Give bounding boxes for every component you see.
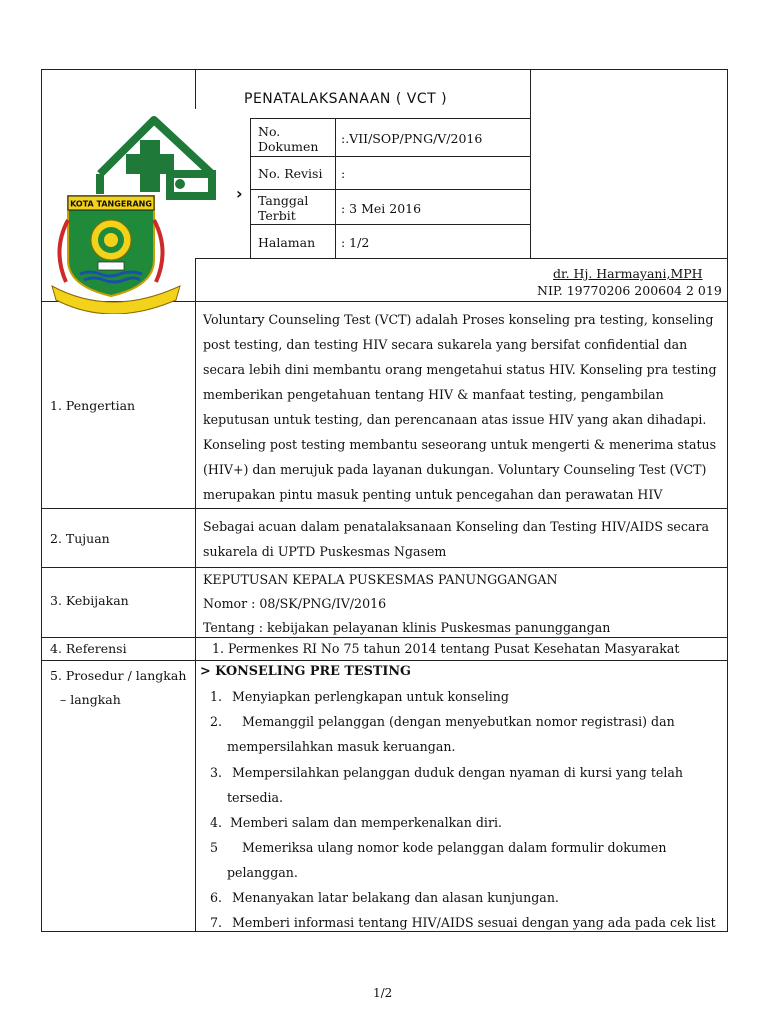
kebijakan-text (203, 568, 719, 640)
document-title: PENATALAKSANAAN ( VCT ) (244, 91, 448, 107)
item-number: 4. (210, 815, 223, 830)
emblem-text: KOTA TANGERANG (70, 199, 152, 209)
item-number: 1. (210, 689, 223, 704)
item-line: tersedia. (227, 790, 284, 805)
label-referensi: 4. Referensi (50, 641, 127, 656)
kebijakan-line: KEPUTUSAN KEPALA PUSKESMAS PANUNGGANGAN (203, 572, 558, 587)
pengertian-line: secara lebih dini membantu orang mengetahui status HIV. Konseling pra testing (203, 362, 717, 377)
item-line: Memeriksa ulang nomor kode pelanggan dalam formulir dokumen (242, 840, 667, 855)
prosedur-item (210, 910, 720, 935)
item-line: Memberi salam dan memperkenalkan diri. (230, 815, 502, 830)
meta-label-dokumen: No. Dokumen (258, 124, 319, 154)
item-line: pelanggan. (227, 865, 298, 880)
item-line: mempersilahkan masuk keruangan. (227, 739, 456, 754)
prosedur-label-line: – langkah (60, 692, 121, 707)
pengertian-line: Konseling post testing membantu seseorang untuk mengerti & menerima status (203, 437, 717, 452)
meta-label-revisi: No. Revisi (258, 166, 323, 181)
tujuan-line: sukarela di UPTD Puskesmas Ngasem (203, 544, 447, 559)
meta-value-dokumen: :.VII/SOP/PNG/V/2016 (341, 131, 483, 146)
item-line: Mempersilahkan pelanggan duduk dengan nyaman di kursi yang telah (232, 765, 684, 780)
label-pengertian: 1. Pengertian (50, 398, 136, 413)
prosedur-label-line: 5. Prosedur / langkah (50, 668, 187, 683)
prosedur-heading: > KONSELING PRE TESTING (200, 664, 411, 679)
arrow-mark: › (236, 184, 243, 203)
meta-label-tanggal: Tanggal Terbit (258, 193, 309, 223)
item-line: Menanyakan latar belakang dan alasan kunjungan. (232, 890, 559, 905)
item-line: Memanggil pelanggan (dengan menyebutkan nomor registrasi) dan (242, 714, 675, 729)
pengertian-line: (HIV+) dan merujuk pada layanan dukungan. Voluntary Counseling Test (VCT) (203, 462, 707, 477)
tujuan-text (203, 514, 719, 564)
prosedur-item (210, 885, 720, 910)
pengertian-text (203, 307, 719, 507)
item-line: Memberi informasi tentang HIV/AIDS sesuai dengan yang ada pada cek list (232, 915, 716, 930)
city-emblem (46, 190, 186, 314)
kebijakan-line: Nomor : 08/SK/PNG/IV/2016 (203, 596, 387, 611)
label-tujuan: 2. Tujuan (50, 531, 110, 546)
prosedur-item (210, 835, 720, 885)
meta-value-tanggal: : 3 Mei 2016 (341, 201, 422, 216)
item-number: 2. (210, 714, 223, 729)
pengertian-line: post testing, dan testing HIV secara sukarela yang bersifat confidential dan (203, 337, 688, 352)
prosedur-item (210, 760, 720, 810)
item-number: 3. (210, 765, 223, 780)
pengertian-line: merupakan pintu masuk penting untuk pencegahan dan perawatan HIV (203, 487, 663, 502)
meta-label-halaman: Halaman (258, 235, 316, 250)
meta-value-revisi: : (341, 166, 346, 181)
referensi-text: 1. Permenkes RI No 75 tahun 2014 tentang Pusat Kesehatan Masyarakat (212, 641, 680, 656)
signer-nip: NIP. 19770206 200604 2 019 (537, 283, 722, 298)
pengertian-line: keputusan untuk testing, dan perencanaan atas issue HIV yang akan dihadapi. (203, 412, 707, 427)
item-number: 7. (210, 915, 223, 930)
page-number: 1/2 (373, 986, 393, 1000)
meta-value-halaman: : 1/2 (341, 235, 370, 250)
pengertian-line: memberikan pengetahuan tentang HIV & manfaat testing, pengambilan (203, 387, 664, 402)
prosedur-item (210, 709, 720, 759)
item-line: Menyiapkan perlengkapan untuk konseling (232, 689, 509, 704)
tujuan-line: Sebagai acuan dalam penatalaksanaan Konseling dan Testing HIV/AIDS secara (203, 519, 709, 534)
label-prosedur (50, 664, 186, 712)
signer-name: dr. Hj. Harmayani,MPH (553, 266, 703, 281)
kebijakan-line: Tentang : kebijakan pelayanan klinis Puskesmas panunggangan (203, 620, 611, 635)
item-number: 5 (210, 840, 219, 855)
pengertian-line: Voluntary Counseling Test (VCT) adalah Proses konseling pra testing, konseling (203, 312, 714, 327)
item-number: 6. (210, 890, 223, 905)
prosedur-item (210, 810, 720, 835)
prosedur-item (210, 684, 720, 709)
label-kebijakan: 3. Kebijakan (50, 593, 129, 608)
